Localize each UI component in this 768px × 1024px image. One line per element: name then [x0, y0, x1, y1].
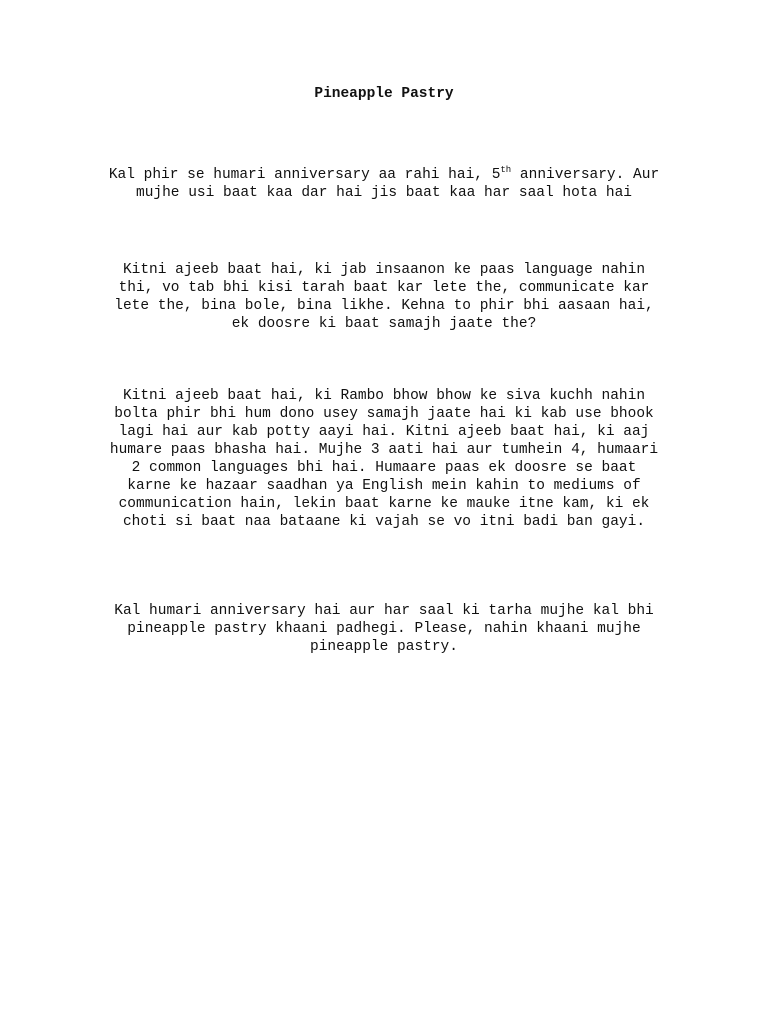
paragraph-1 — [108, 166, 660, 202]
paragraph-2: Kitni ajeeb baat hai, ki jab insaanon ke paas language nahin thi, vo tab bhi kisi tarah baat kar lete the, communicate kar lete the, bina bole, bina likhe. Kehna to phir bhi aasaan hai, ek doosre ki baat samajh jaate the? — [114, 262, 654, 332]
document-title: Pineapple Pastry — [314, 86, 454, 102]
paragraph-3: Kitni ajeeb baat hai, ki Rambo bhow bhow ke siva kuchh nahin bolta phir bhi hum dono usey samajh jaate hai ki kab use bhook lagi hai aur kab potty aayi hai. Kitni ajeeb baat hai, ki aaj humare paas bhasha hai. Mujhe 3 aati hai aur tumhein 4, humaari 2 common languages bhi hai. Humaare paas ek doosre se baat karne ke hazaar saadhan ya English mein kahin to mediums of communication hain, lekin baat karne ke mauke itne kam, ki ek choti si baat naa bataane ki vajah se vo itni badi ban gayi. — [109, 388, 659, 530]
paragraph-4: Kal humari anniversary hai aur har saal ki tarha mujhe kal bhi pineapple pastry khaani padhegi. Please, nahin khaani mujhe pineapple pastry. — [114, 603, 654, 655]
paragraph-1-text-start: Kal phir se humari anniversary aa rahi hai, 5 — [108, 167, 501, 183]
ordinal-superscript: th — [500, 165, 512, 175]
paragraph-1-text-end: anniversary. Aur mujhe usi baat kaa dar hai jis baat kaa har saal hota hai — [136, 167, 660, 201]
